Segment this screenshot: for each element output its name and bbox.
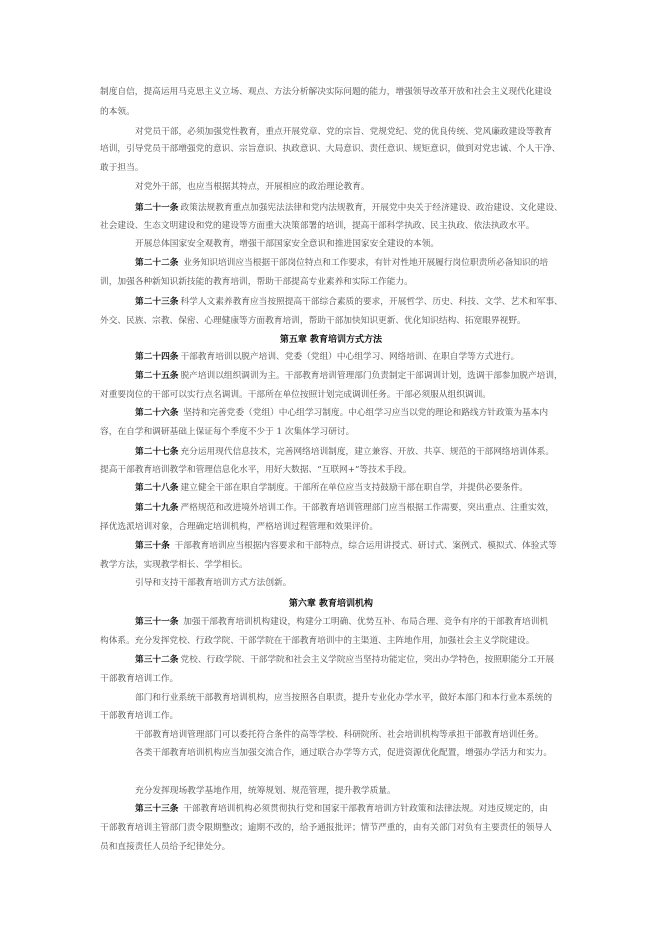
line-text: 干部教育培训机构必须贯彻执行党和国家干部教育培训方针政策和法律法规。对违反规定的，由 <box>180 804 549 814</box>
line-text: 对党员干部，必须加强党性教育，重点开展党章、党的宗旨、党规党纪、党的优良传统、党风廉政建设等教育 <box>135 127 552 137</box>
line-text: 容，在自学和调研基础上保证每个季度不少于 1 次集体学习研讨。 <box>100 427 355 437</box>
paragraph-line <box>100 521 378 533</box>
article-heading: 第二十三条 <box>135 297 179 307</box>
paragraph-line <box>135 502 554 514</box>
line-text: 干部教育培训以脱产培训、党委（党组）中心组学习、网络培训、在职自学等方式进行。 <box>180 352 520 362</box>
paragraph-line <box>135 654 554 666</box>
paragraph-line <box>135 577 291 589</box>
paragraph-line <box>100 673 178 685</box>
paragraph-line <box>100 143 560 155</box>
line-text: 训，加强各种新知识新技能的教育培训，帮助干部提高专业素养和实际工作能力。 <box>100 277 413 287</box>
line-text: 引导和支持干部教育培训方式方法创新。 <box>135 578 292 588</box>
article-heading: 第三十三条 <box>135 804 179 814</box>
line-text: 社会建设、生态文明建设和党的建设等方面重大决策部署的培训，提高干部科学执政、民主执政、依法执政水平。 <box>100 221 535 231</box>
article-heading: 第三十一条 <box>135 617 179 627</box>
chapter-title: 第六章 教育培训机构 <box>288 599 374 609</box>
article-heading: 第二十九条 <box>135 503 179 513</box>
paragraph-line <box>100 559 248 571</box>
article-heading: 第二十五条 <box>135 371 179 381</box>
article-heading: 第二十一条 <box>135 203 179 213</box>
paragraph-line <box>135 729 543 741</box>
paragraph-line <box>100 86 552 98</box>
line-text: 加强干部教育培训机构建设，构建分工明确、优势互补、布局合理、竞争有序的干部教育培训机 <box>180 617 549 627</box>
paragraph-line <box>135 202 563 214</box>
line-text: 择优选派培训对象，合理确定培训机构，严格培训过程管理和效果评价。 <box>100 522 378 532</box>
line-text: 各类干部教育培训机构应当加强交流合作，通过联合办学等方式，促进资源优化配置，增强办学活力和实力。 <box>135 748 552 758</box>
paragraph-line <box>135 785 396 797</box>
article-heading: 第二十八条 <box>135 483 179 493</box>
chapter-title: 第五章 教育培训方式方法 <box>279 335 383 345</box>
paragraph-line <box>135 482 528 494</box>
paragraph-line <box>100 710 178 722</box>
paragraph-line <box>135 540 557 552</box>
line-text: 业务知识培训应当根据干部岗位特点和工作要求，有针对性地开展履行岗位职责所必备知识的培 <box>180 258 549 268</box>
line-text: 干部教育培训管理部门可以委托符合条件的高等学校、科研院所、社会培训机构等承担干部教育培训任务。 <box>135 730 544 740</box>
line-text: 严格规范和改进境外培训工作。干部教育培训管理部门应当根据工作需要，突出重点、注重实效， <box>180 503 554 513</box>
paragraph-line <box>135 181 370 193</box>
line-text: 提高干部教育培训教学和管理信息化水平，用好大数据、“互联网+”等技术手段。 <box>100 465 412 475</box>
paragraph-line <box>100 822 552 834</box>
line-text: 干部教育培训主管部门责令限期整改；逾期不改的，给予通报批评；情节严重的，由有关部门对负有主要责任的领导人 <box>100 823 552 833</box>
article-heading: 第二十二条 <box>135 258 179 268</box>
line-text: 对党外干部，也应当根据其特点，开展相应的政治理论教育。 <box>135 182 370 192</box>
paragraph-line <box>135 616 548 628</box>
line-text: 员和直接责任人员给予纪律处分。 <box>100 842 231 852</box>
line-text: 教学方法，实现教学相长、学学相长。 <box>100 560 248 570</box>
paragraph-line <box>135 257 548 269</box>
article-heading: 第二十四条 <box>135 352 179 362</box>
paragraph-line <box>135 692 552 704</box>
paragraph-line <box>100 635 534 647</box>
article-heading: 第二十六条 <box>135 408 179 418</box>
paragraph-line <box>135 351 519 363</box>
paragraph-line <box>135 407 548 419</box>
article-heading: 第三十条 <box>135 541 170 551</box>
line-text: 充分发挥现场教学基地作用，统筹规划、规范管理，提升教学质量。 <box>135 786 396 796</box>
line-text: 建立健全干部在职自学制度。干部所在单位应当支持鼓励干部在职自学，并提供必要条件。 <box>180 483 528 493</box>
line-text: 构体系。充分发挥党校、行政学院、干部学院在干部教育培训中的主渠道、主阵地作用，加强社会主义学院建设。 <box>100 636 535 646</box>
paragraph-line <box>100 220 534 232</box>
paragraph-line <box>135 296 563 308</box>
paragraph-line <box>100 426 354 438</box>
paragraph-line <box>135 446 554 458</box>
paragraph-line <box>100 389 491 401</box>
paragraph-line <box>100 841 230 853</box>
line-text: 干部教育培训工作。 <box>100 711 179 721</box>
line-text: 培训，引导党员干部增强党的意识、宗旨意识、执政意识、大局意识、责任意识、规矩意识，做到对党忠诚、个人干净、 <box>100 144 561 154</box>
line-text: 对重要岗位的干部可以实行点名调训。干部所在单位按照计划完成调训任务。干部必须服从组织调训。 <box>100 390 491 400</box>
paragraph-line <box>100 464 412 476</box>
line-text: 干部教育培训工作。 <box>100 674 179 684</box>
line-text: 脱产培训以组织调训为主。干部教育培训管理部门负责制定干部调训计划，选调干部参加脱产培训， <box>180 371 563 381</box>
line-text: 制度自信，提高运用马克思主义立场、观点、方法分析解决实际问题的能力，增强领导改革开放和社会主义现代化建设 <box>100 87 552 97</box>
paragraph-line <box>100 106 135 118</box>
paragraph-line <box>135 747 552 759</box>
paragraph-line <box>100 162 143 174</box>
line-text: 充分运用现代信息技术，完善网络培训制度，建立兼容、开放、共享、规范的干部网络培训体系。 <box>180 447 554 457</box>
paragraph-line <box>135 370 563 382</box>
line-text: 干部教育培训应当根据内容要求和干部特点，综合运用讲授式、研讨式、案例式、模拟式、体验式等 <box>171 541 557 551</box>
paragraph-line <box>135 126 552 138</box>
paragraph-line <box>135 803 548 815</box>
paragraph-line <box>100 315 526 327</box>
line-text: 党校、行政学院、干部学院和社会主义学院应当坚持功能定位，突出办学特色，按照职能分工开展 <box>180 655 554 665</box>
article-heading: 第二十七条 <box>135 447 179 457</box>
line-text: 开展总体国家安全观教育，增强干部国家安全意识和推进国家安全建设的本领。 <box>135 239 440 249</box>
line-text: 部门和行业系统干部教育培训机构，应当按照各自职责，提升专业化办学水平，做好本部门和本行业本系统的 <box>135 693 552 703</box>
line-text: 外交、民族、宗教、保密、心理健康等方面教育培训，帮助干部加快知识更新、优化知识结构、拓宽眼界视野。 <box>100 316 526 326</box>
line-text: 的本领。 <box>100 107 135 117</box>
line-text: 敢于担当。 <box>100 163 144 173</box>
line-text: 科学人文素养教育应当按照提高干部综合素质的要求，开展哲学、历史、科技、文学、艺术和军事、 <box>180 297 563 307</box>
paragraph-line <box>135 238 439 250</box>
line-text: 政策法规教育重点加强宪法法律和党内法规教育，开展党中央关于经济建设、政治建设、文化建设、 <box>180 203 563 213</box>
article-heading: 第三十二条 <box>135 655 179 665</box>
paragraph-line <box>100 276 413 288</box>
line-text: 坚持和完善党委（党组）中心组学习制度。中心组学习应当以党的理论和路线方针政策为基本内 <box>180 408 549 418</box>
